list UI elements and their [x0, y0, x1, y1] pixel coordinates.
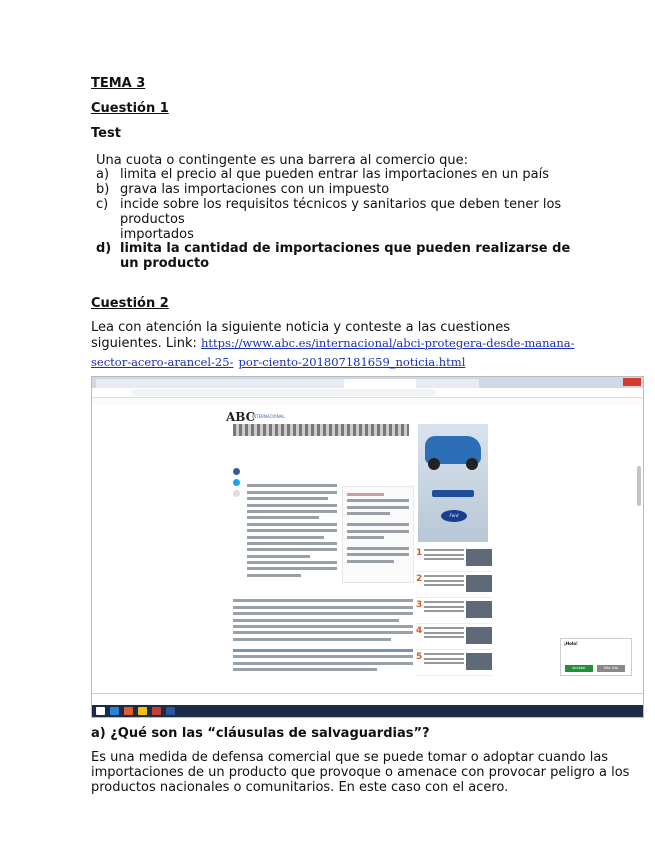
cuestion1-question: Una cuota o contingente es una barrera al comercio que:: [96, 153, 469, 168]
list-item[interactable]: 4: [416, 624, 492, 650]
cuestion2-heading: Cuestión 2: [91, 296, 169, 311]
option-c-text-line3: importados: [120, 227, 194, 242]
qa-answer-line1: Es una medida de defensa comercial que se puede tomar o adoptar cuando las: [91, 750, 609, 765]
cuestion2-intro-line2: [91, 336, 575, 351]
news-link-part1[interactable]: https://www.abc.es/internacional/abci-protegera-desde-manana-: [201, 336, 575, 350]
app-icon: [152, 707, 161, 715]
browser-tab: [282, 379, 345, 388]
option-b-letter: b): [96, 182, 110, 197]
browser-tab: [416, 379, 479, 388]
option-d-text-line2: un producto: [120, 256, 210, 271]
intro-line2-text: siguientes. Link:: [91, 336, 201, 351]
wheel-icon: [466, 458, 478, 470]
web-page: [92, 406, 643, 693]
article-text-column: [247, 481, 337, 580]
browser-icon: [110, 707, 119, 715]
ford-logo: Ford: [441, 510, 467, 522]
cuestion2-intro-line1: Lea con atención la siguiente noticia y conteste a las cuestiones: [91, 320, 511, 335]
option-b-text: grava las importaciones con un impuesto: [120, 182, 390, 197]
news-link-part3[interactable]: por-ciento-201807181659_noticia.html: [238, 355, 466, 369]
wheel-icon: [428, 458, 440, 470]
browser-tab-bar: [92, 377, 643, 388]
social-share: [233, 468, 240, 501]
site-section: INTERNACIONAL: [252, 414, 285, 419]
browser-tab: [158, 379, 221, 388]
qa-question: a) ¿Qué son las “cláusulas de salvaguardias”?: [91, 726, 430, 741]
url-box: [132, 389, 436, 396]
list-item[interactable]: 5: [416, 650, 492, 676]
close-window-icon: [623, 378, 641, 386]
scrollbar[interactable]: [637, 466, 641, 506]
app-icon: [124, 707, 133, 715]
taskbar: [92, 705, 643, 717]
tema-title: TEMA 3: [91, 76, 146, 91]
most-read-list: [416, 546, 492, 676]
cookie-dialog: [560, 638, 632, 676]
list-item[interactable]: 1: [416, 546, 492, 572]
option-c-text-line2: productos: [120, 212, 185, 227]
start-icon: [96, 707, 105, 715]
list-item[interactable]: 3: [416, 598, 492, 624]
option-d-text-line1: limita la cantidad de importaciones que pueden realizarse de: [120, 241, 571, 256]
related-news-box: [342, 486, 414, 583]
news-link-continuation: [91, 351, 465, 370]
address-bar: [92, 388, 643, 398]
folder-icon: [138, 707, 147, 715]
browser-tab: [220, 379, 283, 388]
option-a-letter: a): [96, 167, 110, 182]
cuestion1-heading: Cuestión 1: [91, 101, 169, 116]
twitter-icon: [233, 479, 240, 486]
cookie-more-button[interactable]: Más info: [597, 665, 625, 672]
cookie-title: ¡Hola!: [564, 641, 578, 646]
qa-answer-line2: importaciones de un producto que provoque o amenace con provocar peligro a los: [91, 765, 630, 780]
share-icon: [233, 490, 240, 497]
list-item[interactable]: 2: [416, 572, 492, 598]
qa-answer-line3: productos nacionales o comunitarios. En este caso con el acero.: [91, 780, 509, 795]
news-link-part2[interactable]: sector-acero-arancel-25-: [91, 355, 234, 369]
news-screenshot: [91, 376, 644, 718]
cuestion1-subheading: Test: [91, 126, 121, 141]
browser-tab: [96, 379, 159, 388]
bookmarks-bar: [92, 398, 644, 406]
cookie-accept-button[interactable]: Aceptar: [565, 665, 593, 672]
site-logo: ABC: [226, 410, 256, 424]
article-text-lower: [233, 596, 413, 674]
article-photo: [233, 424, 409, 436]
option-a-text: limita el precio al que pueden entrar las importaciones en un país: [120, 167, 549, 182]
option-c-text-line1: incide sobre los requisitos técnicos y sanitarios que deben tener los: [120, 197, 562, 212]
option-d-letter: d): [96, 241, 112, 256]
browser-tab-active: [344, 379, 417, 388]
word-icon: [166, 707, 175, 715]
facebook-icon: [233, 468, 240, 475]
ad-button[interactable]: [432, 490, 474, 497]
option-c-letter: c): [96, 197, 109, 212]
